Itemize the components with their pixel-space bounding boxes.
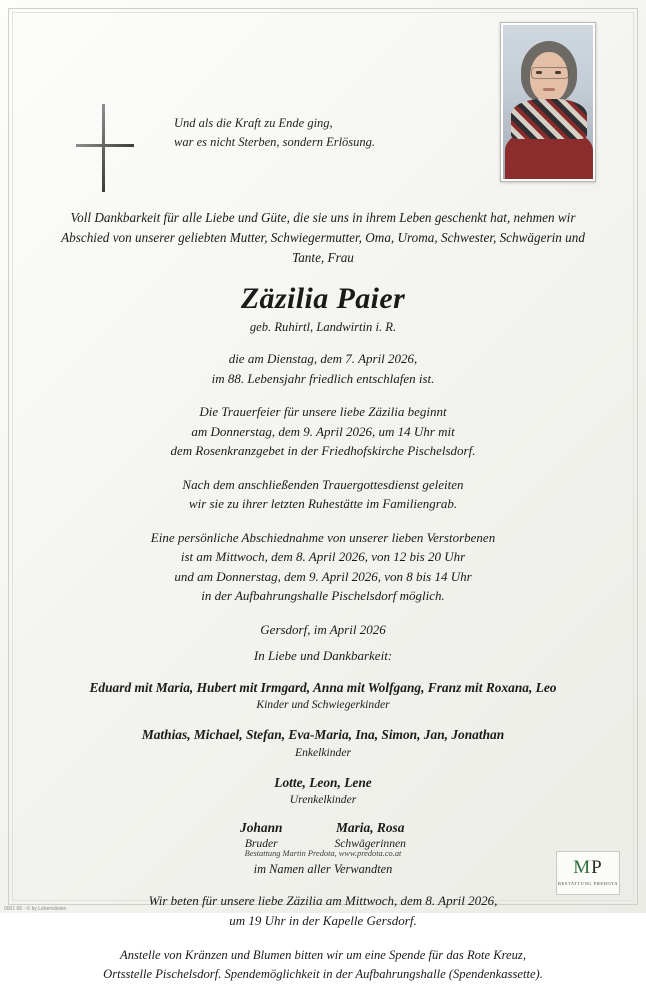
viewing-line-2: ist am Mittwoch, dem 8. April 2026, von 12 bis 20 Uhr (180, 549, 466, 565)
intro-text: Voll Dankbarkeit für alle Liebe und Güte, die sie uns in ihrem Leben geschenkt hat, nehmen wir Abschied von unserer geliebten Mutter, Schwiegermutter, Oma, Uroma, Schwester, Schwägerin und Tante, Frau (61, 210, 585, 266)
brother-role: Bruder (244, 837, 278, 850)
portrait-photo (503, 25, 593, 179)
grandchildren-role: Enkelkinder (294, 745, 351, 759)
viewing-block (34, 528, 612, 606)
prayer-line-1: Wir beten für unsere liebe Zäzilia am Mittwoch, dem 8. April 2026, (148, 893, 498, 908)
verse-line-1: Und als die Kraft zu Ende ging, (174, 116, 333, 130)
logo-initial-m: M (573, 857, 592, 878)
viewing-line-1: Eine persönliche Abschiednahme von unserer lieben Verstorbenen (150, 529, 496, 545)
funeral-line-1: Die Trauerfeier für unsere liebe Zäzilia beginnt (199, 404, 447, 420)
grandchildren-names: Mathias, Michael, Stefan, Eva-Maria, Ina, Simon, Jan, Jonathan (141, 727, 505, 743)
place-date: Gersdorf, im April 2026 (260, 621, 386, 637)
death-line-2: im 88. Lebensjahr friedlich entschlafen ist. (211, 370, 435, 386)
sisters-in-law-names: Maria, Rosa (335, 820, 405, 835)
logo-initials (557, 857, 619, 879)
print-code: 0001 05 - © by Lebenslinien (4, 906, 67, 912)
funeral-line-3: dem Rosenkranzgebet in der Friedhofskirche Pischelsdorf. (170, 443, 476, 459)
children-role: Kinder und Schwiegerkinder (256, 698, 390, 712)
brother-column (240, 820, 282, 850)
undertaker-logo (556, 851, 620, 895)
burial-line-1: Nach dem anschließenden Trauergottesdienst geleiten (182, 476, 464, 492)
donation-line-1: Anstelle von Kränzen und Blumen bitten wir um eine Spende für das Rote Kreuz, (120, 948, 526, 962)
sisters-in-law-role: Schwägerinnen (334, 837, 406, 850)
greatgrandchildren-names: Lotte, Leon, Lene (274, 774, 372, 790)
undertaker-credit: Bestattung Martin Predota, www.predota.co.at (244, 849, 402, 858)
children-names: Eduard mit Maria, Hubert mit Irmgard, Anna mit Wolfgang, Franz mit Roxana, Leo (89, 679, 557, 695)
viewing-line-4: in der Aufbahrungshalle Pischelsdorf möglich. (201, 588, 445, 604)
donation-line-2: Ortsstelle Pischelsdorf. Spendemöglichkeit in der Aufbahrungshalle (Spendenkassette). (103, 966, 543, 981)
funeral-block (34, 402, 612, 461)
relatives-columns (34, 820, 612, 850)
viewing-line-3: und am Donnerstag, dem 9. April 2026, von 8 bis 14 Uhr (174, 568, 472, 584)
death-line-1: die am Dienstag, dem 7. April 2026, (228, 351, 418, 367)
greatgrandchildren-role: Urenkelkinder (289, 793, 357, 806)
logo-initial-p: P (591, 857, 603, 878)
death-date-block (34, 349, 612, 388)
header-area (34, 22, 612, 202)
sisters-in-law-column (334, 820, 405, 850)
footer (0, 849, 646, 899)
deceased-born-line: geb. Ruhirtl, Landwirtin i. R. (249, 320, 397, 335)
thanks-line: In Liebe und Dankbarkeit: (253, 647, 393, 663)
donation-block (34, 946, 612, 984)
cross-icon (76, 104, 134, 192)
verse-line-2: war es nicht Sterben, sondern Erlösung. (174, 135, 376, 150)
verse-text (174, 114, 424, 153)
burial-line-2: wir sie zu ihrer letzten Ruhestätte im Familiengrab. (188, 496, 458, 512)
portrait-frame (500, 22, 596, 182)
deceased-name: Zäzilia Paier (240, 282, 406, 316)
funeral-line-2: am Donnerstag, dem 9. April 2026, um 14 Uhr mit (191, 423, 455, 439)
brother-name: Johann (240, 820, 283, 835)
logo-subtitle: BESTATTUNG PREDOTA (557, 881, 619, 886)
prayer-line-2: um 19 Uhr in der Kapelle Gersdorf. (229, 912, 417, 928)
burial-block (34, 475, 612, 514)
all-relatives-line: im Namen aller Verwandten (253, 862, 393, 876)
